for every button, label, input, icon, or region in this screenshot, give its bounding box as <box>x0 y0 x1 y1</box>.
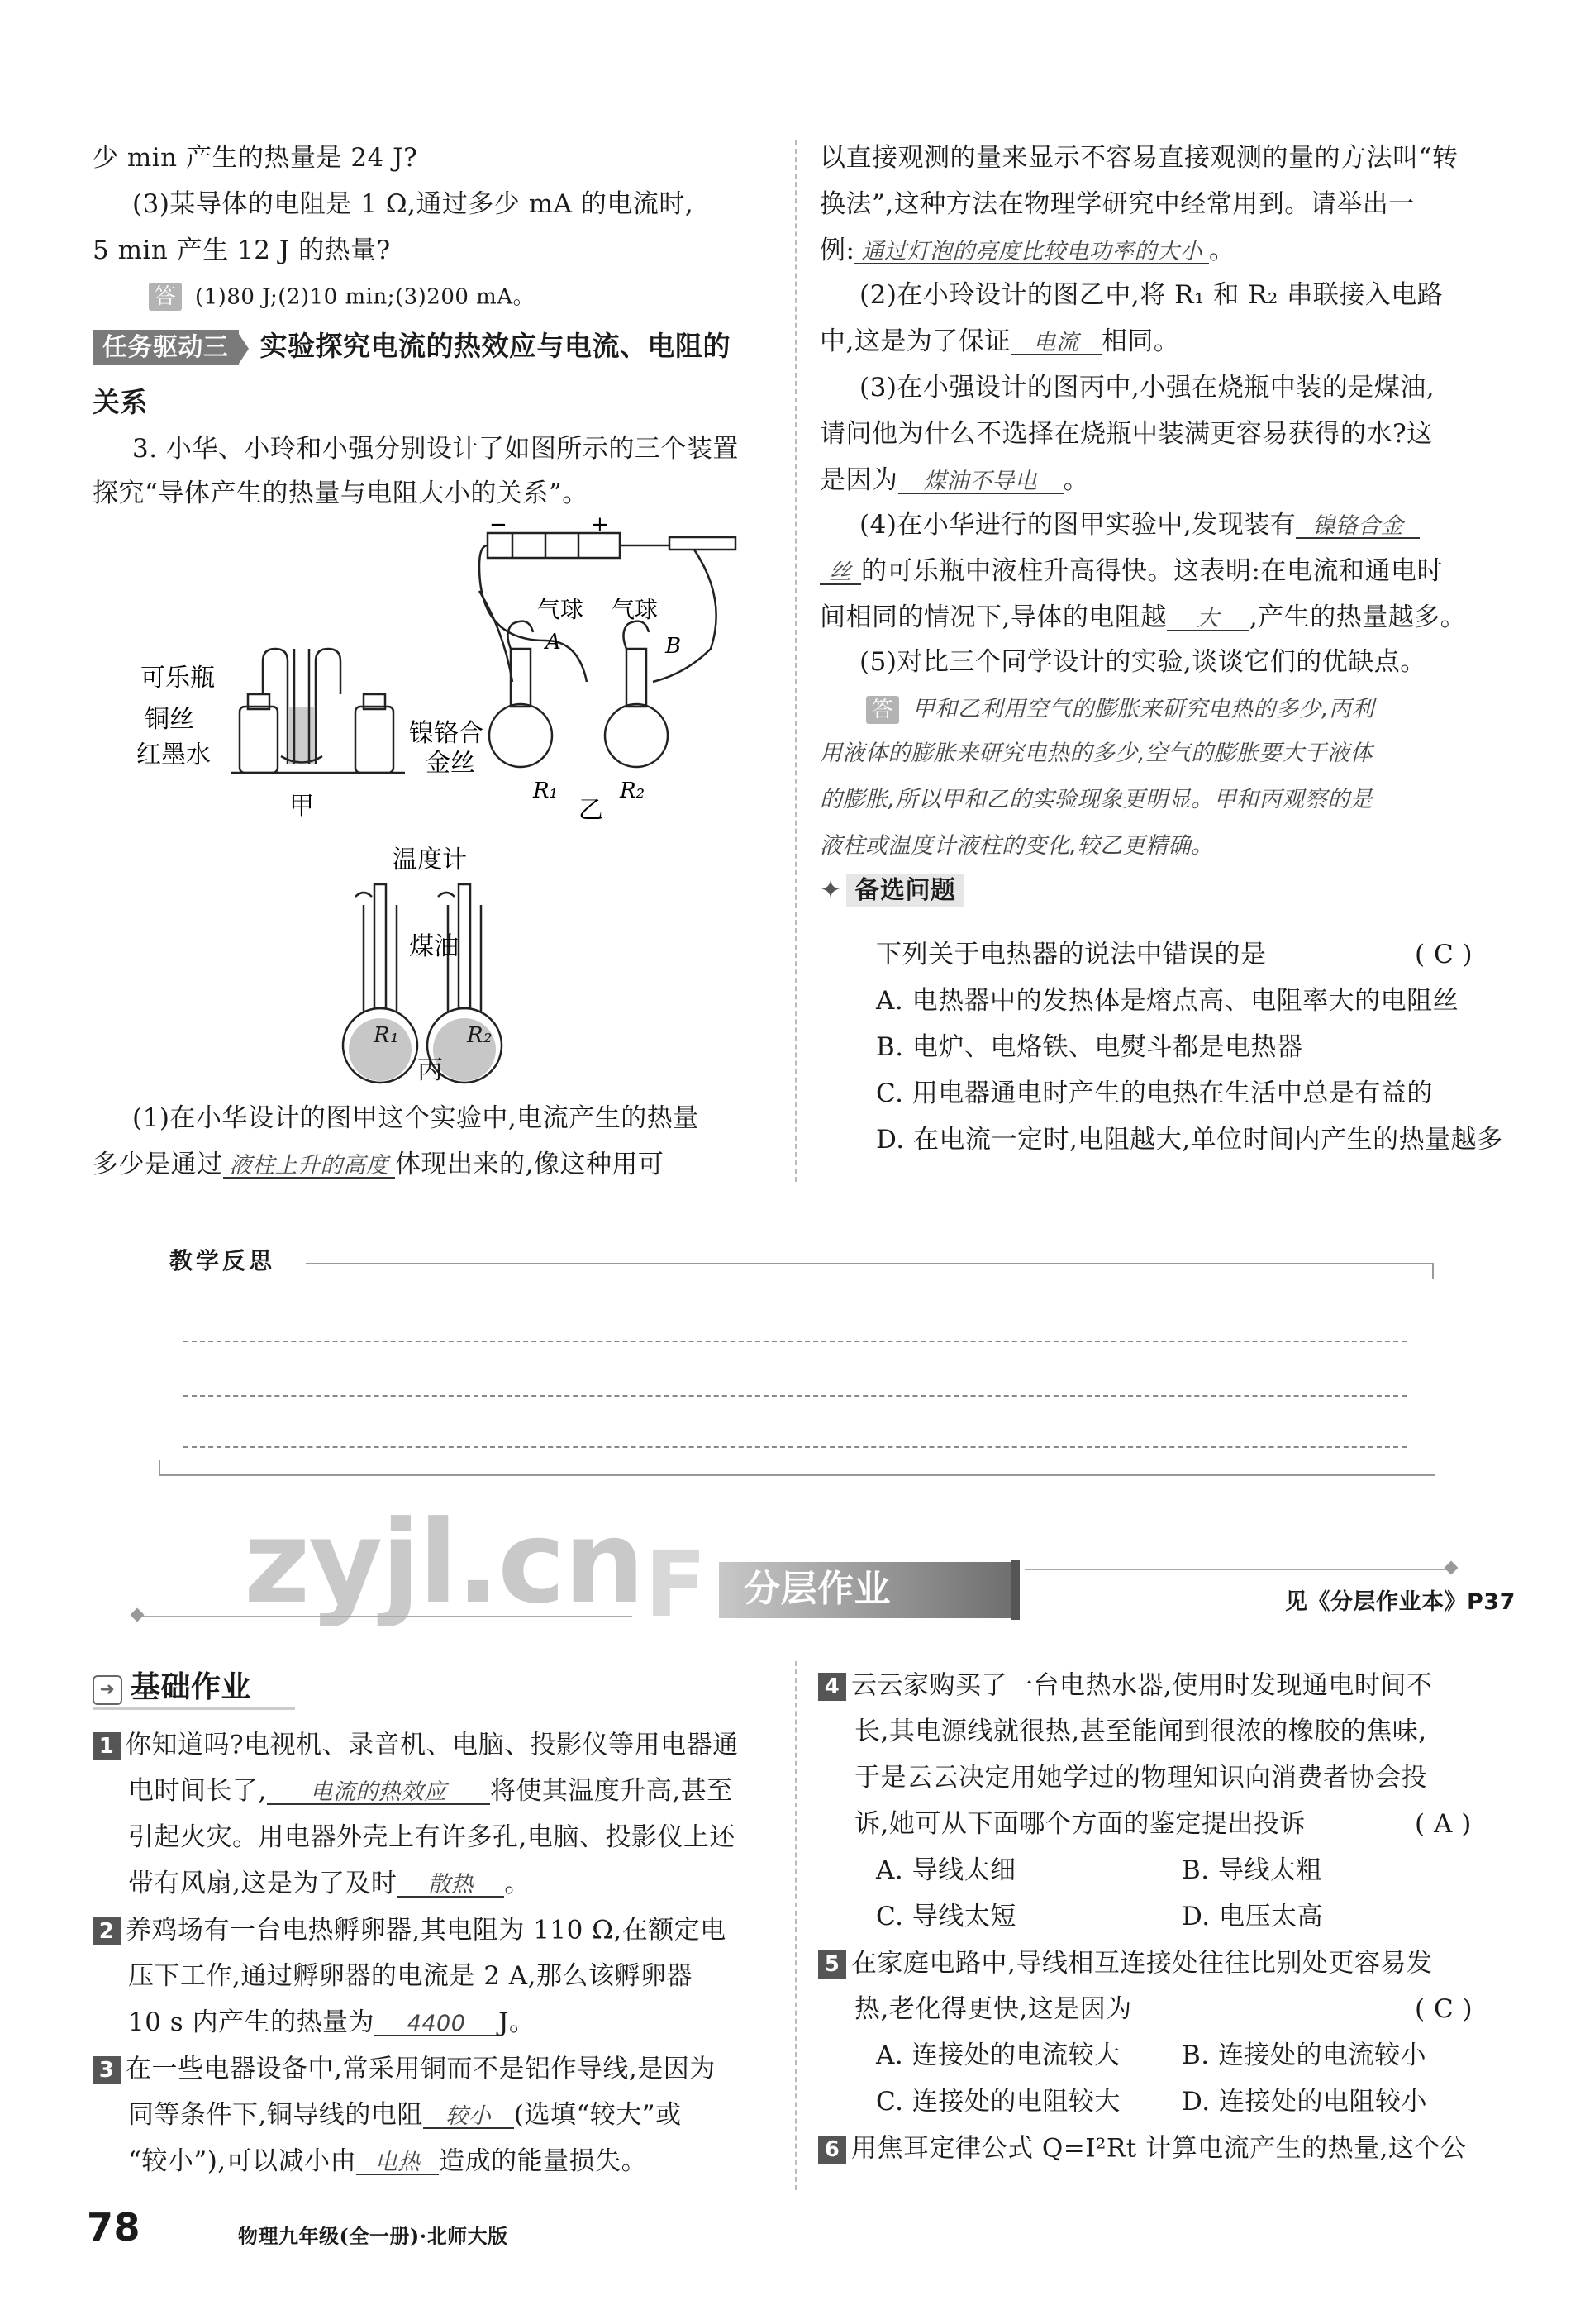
text-fragment: (4)在小华进行的图甲实验中,发现装有 <box>859 510 1297 540</box>
homework-ref: 见《分层作业本》P37 <box>1285 1589 1516 1615</box>
label-R2: R₂ <box>620 779 645 803</box>
text-fragment: 将使其温度升高,甚至 <box>489 1776 733 1806</box>
minus-sign: − <box>489 517 507 537</box>
question-number: 4 <box>818 1673 846 1701</box>
text-fragment: 10 s 内产生的热量为 <box>128 2007 375 2037</box>
reflection-bottom-rule <box>159 1474 1435 1476</box>
label-ink: 红墨水 <box>136 741 211 769</box>
banner-letter: F <box>645 1531 707 1637</box>
text-fragment: 多少是通过 <box>93 1150 223 1179</box>
text-line <box>820 602 1467 632</box>
book-title: 物理九年级(全一册)·北师大版 <box>238 2224 508 2248</box>
text-line: (1)在小华设计的图甲这个实验中,电流产生的热量 <box>132 1103 699 1133</box>
task-title: 实验探究电流的热效应与电流、电阻的 <box>259 330 731 362</box>
text-fragment: “较小”),可以减小由 <box>128 2146 357 2176</box>
text-line <box>820 326 1180 356</box>
text-line: 热,老化得更快,这是因为 <box>854 1994 1132 2024</box>
label-kerosene: 煤油 <box>409 932 459 961</box>
option-B: B. 电炉、电烙铁、电熨斗都是电热器 <box>876 1032 1303 1062</box>
writing-line <box>183 1341 1407 1342</box>
text-line <box>93 1152 664 1179</box>
text-line <box>128 2007 535 2037</box>
fill-answer: 较小 <box>423 2105 514 2129</box>
task-heading <box>93 332 731 364</box>
reflection-title: 教学反思 <box>169 1247 276 1274</box>
reflection-top-rule <box>306 1263 1434 1264</box>
label-nicr-2: 金丝 <box>426 749 475 778</box>
option-C: C. 连接处的电阻较大 <box>876 2087 1121 2117</box>
text-fragment: 体现出来的,像这种用可 <box>395 1150 664 1179</box>
question-answer: ( C ) <box>1415 1994 1473 2024</box>
question-number: 5 <box>818 1950 846 1979</box>
text-fragment: 造成的能量损失。 <box>439 2146 648 2176</box>
text-fragment: 同等条件下,铜导线的电阻 <box>128 2100 423 2130</box>
column-divider <box>795 140 797 1182</box>
question-number: 1 <box>93 1732 121 1760</box>
option-D: D. 在电流一定时,电阻越大,单位时间内产生的热量越多 <box>876 1125 1503 1155</box>
label-B: B <box>665 634 682 659</box>
question-line: 3. 小华、小玲和小强分别设计了如图所示的三个装置 <box>132 434 739 464</box>
answer-line <box>149 283 535 311</box>
question-number: 2 <box>93 1917 121 1945</box>
balloon-label-2: 气球 <box>612 596 659 623</box>
label-R1b: R₁ <box>374 1023 399 1048</box>
answer-line <box>866 696 1374 724</box>
ink-level <box>289 707 314 764</box>
figure-yi <box>479 533 735 767</box>
question-answer: ( A ) <box>1415 1809 1472 1839</box>
text-line: (3)某导体的电阻是 1 Ω,通过多少 mA 的电流时, <box>132 189 694 219</box>
text-line: 诉,她可从下面哪个方面的鉴定提出投诉 <box>854 1809 1306 1839</box>
tag-arrow-icon <box>239 334 249 364</box>
text-line: 请问他为什么不选择在烧瓶中装满更容易获得的水?这 <box>820 419 1433 449</box>
fill-answer: 丝 <box>820 561 861 585</box>
text-line: 换法”,这种方法在物理学研究中经常用到。请举出一 <box>820 189 1415 219</box>
banner-rule-right <box>1025 1569 1450 1570</box>
text-fragment: 中,这是为了保证 <box>820 326 1011 356</box>
label-R1: R₁ <box>533 779 558 803</box>
label-copper: 铜丝 <box>145 705 194 734</box>
label-A: A <box>545 630 561 655</box>
text-fragment: 在家庭电路中,导线相互连接处往往比别处更容易发 <box>851 1948 1433 1979</box>
answer-icon: 答 <box>149 283 182 311</box>
answer-text: 甲和乙利用空气的膨胀来研究电热的多少,丙利 <box>912 696 1375 722</box>
text-line: 于是云云决定用她学过的物理知识向消费者协会投 <box>854 1763 1427 1793</box>
text-line <box>820 556 1443 586</box>
option-C: C. 用电器通电时产生的电热在生活中总是有益的 <box>876 1079 1433 1108</box>
watermark: zyjl.cn <box>244 1496 644 1629</box>
fill-answer: 电热 <box>356 2151 439 2175</box>
text-fragment: 相同。 <box>1101 326 1180 356</box>
task-tag: 任务驱动三 <box>93 330 239 365</box>
text-fragment: 养鸡场有一台电热孵卵器,其电阻为 110 Ω,在额定电 <box>126 1915 726 1945</box>
banner-edge <box>1011 1560 1020 1620</box>
text-fragment: 用焦耳定律公式 Q=I²Rt 计算电流产生的热量,这个公 <box>851 2133 1467 2164</box>
column-divider <box>795 1661 797 2190</box>
banner-title: 分层作业 <box>744 1568 891 1610</box>
text-line: (2)在小玲设计的图乙中,将 R₁ 和 R₂ 串联接入电路 <box>859 280 1444 310</box>
page-number: 78 <box>87 2205 141 2250</box>
reflection-corner <box>159 1460 160 1474</box>
question-2 <box>93 1917 726 1945</box>
basic-title: 基础作业 <box>131 1670 252 1704</box>
text-fragment: 。 <box>1063 465 1089 495</box>
figure-jia <box>231 649 405 773</box>
option-B: B. 导线太粗 <box>1182 1855 1322 1885</box>
extra-title: 备选问题 <box>846 874 964 907</box>
text-fragment: (选填“较大”或 <box>513 2100 682 2130</box>
task-title-2: 关系 <box>93 386 148 418</box>
text-fragment: 带有风扇,这是为了及时 <box>128 1869 397 1898</box>
text-fragment: 电时间长了, <box>128 1776 267 1806</box>
text-line: (3)在小强设计的图丙中,小强在烧瓶中装的是煤油, <box>859 373 1435 402</box>
text-fragment: 你知道吗?电视机、录音机、电脑、投影仪等用电器通 <box>126 1730 739 1760</box>
option-D: D. 电压太高 <box>1182 1902 1323 1931</box>
answer-text: 的膨胀,所以甲和乙的实验现象更明显。甲和丙观察的是 <box>820 787 1373 812</box>
text-line <box>128 1776 733 1806</box>
question-3 <box>93 2056 716 2084</box>
writing-line <box>183 1395 1407 1397</box>
question-5 <box>818 1950 1432 1979</box>
text-fragment: 。 <box>504 1869 531 1898</box>
answer-icon: 答 <box>866 696 899 724</box>
experiment-figure <box>116 517 760 1095</box>
banner-rule <box>136 1616 632 1617</box>
text-line <box>859 512 1420 539</box>
option-B: B. 连接处的电流较小 <box>1182 2041 1426 2070</box>
fill-answer: 镍铬合金 <box>1296 515 1420 539</box>
banner-diamond-icon <box>1445 1561 1459 1575</box>
fill-answer: 大 <box>1167 607 1249 631</box>
text-line: 压下工作,通过孵卵器的电流是 2 A,那么该孵卵器 <box>128 1961 693 1991</box>
basic-heading <box>93 1670 252 1705</box>
text-fragment: 。 <box>1208 236 1235 265</box>
text-fragment: 间相同的情况下,导体的电阻越 <box>820 602 1167 632</box>
text-fragment: J。 <box>498 2007 535 2037</box>
text-line <box>820 238 1235 264</box>
text-line: (5)对比三个同学设计的实验,谈谈它们的优缺点。 <box>859 647 1426 677</box>
question-6 <box>818 2133 1467 2164</box>
option-A: A. 电热器中的发热体是熔点高、电阻率大的电阻丝 <box>876 986 1459 1016</box>
answer-text: 用液体的膨胀来研究电热的多少,空气的膨胀要大于液体 <box>820 741 1373 766</box>
option-C: C. 导线太短 <box>876 1902 1016 1931</box>
extra-answer: ( C ) <box>1415 940 1473 969</box>
extra-heading <box>820 875 964 905</box>
caption-yi: 乙 <box>578 796 603 825</box>
option-A: A. 连接处的电流较大 <box>876 2041 1121 2070</box>
text-line <box>820 465 1089 495</box>
writing-line <box>183 1446 1407 1448</box>
balloon-label-1: 气球 <box>537 596 584 623</box>
plus-sign: + <box>591 517 609 537</box>
option-D: D. 连接处的电阻较小 <box>1182 2087 1427 2117</box>
answer-text: 液柱或温度计液柱的变化,较乙更精确。 <box>820 833 1214 859</box>
text-line: 长,其电源线就很热,甚至能闻到很浓的橡胶的焦味, <box>854 1717 1427 1746</box>
text-line: 5 min 产生 12 J 的热量? <box>93 236 391 265</box>
fill-answer: 煤油不导电 <box>898 470 1064 494</box>
answer-text: (1)80 J;(2)10 min;(3)200 mA。 <box>195 284 535 310</box>
fill-answer: 电流 <box>1011 331 1102 355</box>
text-line <box>128 2146 648 2176</box>
text-line <box>128 1871 531 1898</box>
question-4 <box>818 1670 1433 1701</box>
caption-jia: 甲 <box>289 792 314 821</box>
option-A: A. 导线太细 <box>876 1855 1016 1885</box>
label-thermometer: 温度计 <box>393 845 467 874</box>
diamond-icon: ✦ <box>820 875 842 905</box>
text-line: 少 min 产生的热量是 24 J? <box>93 143 418 173</box>
extra-question: 下列关于电热器的说法中错误的是 <box>876 940 1267 969</box>
fill-answer: 4400 <box>374 2012 498 2036</box>
caption-bing: 丙 <box>417 1055 444 1085</box>
question-1 <box>93 1732 739 1760</box>
fill-answer: 散热 <box>397 1874 504 1898</box>
reflection-corner <box>1432 1263 1434 1279</box>
question-line: 探究“导体产生的热量与电阻大小的关系”。 <box>93 479 588 508</box>
label-R2b: R₂ <box>467 1023 493 1048</box>
question-number: 6 <box>818 2136 846 2164</box>
fill-answer: 电流的热效应 <box>267 1781 490 1805</box>
text-line: 引起火灾。用电器外壳上有许多孔,电脑、投影仪上还 <box>128 1822 735 1852</box>
basic-underline <box>93 1707 295 1710</box>
fill-answer: 通过灯泡的亮度比较电功率的大小 <box>854 240 1209 264</box>
banner-diamond-icon <box>131 1608 145 1622</box>
fill-answer: 液柱上升的高度 <box>223 1155 396 1179</box>
text-fragment: 的可乐瓶中液柱升高得快。这表明:在电流和通电时 <box>861 556 1443 586</box>
arrow-icon: ➜ <box>93 1675 122 1705</box>
text-fragment: 是因为 <box>820 465 898 495</box>
text-fragment: 在一些电器设备中,常采用铜而不是铝作导线,是因为 <box>126 2054 716 2084</box>
text-fragment: 例: <box>820 236 855 265</box>
label-nicr: 镍铬合 <box>409 719 483 748</box>
question-number: 3 <box>93 2056 121 2084</box>
label-cola: 可乐瓶 <box>140 664 215 693</box>
text-fragment: ,产生的热量越多。 <box>1249 602 1467 632</box>
text-line: 以直接观测的量来显示不容易直接观测的量的方法叫“转 <box>820 143 1459 173</box>
text-fragment: 云云家购买了一台电热水器,使用时发现通电时间不 <box>851 1670 1433 1701</box>
text-line <box>128 2100 682 2130</box>
